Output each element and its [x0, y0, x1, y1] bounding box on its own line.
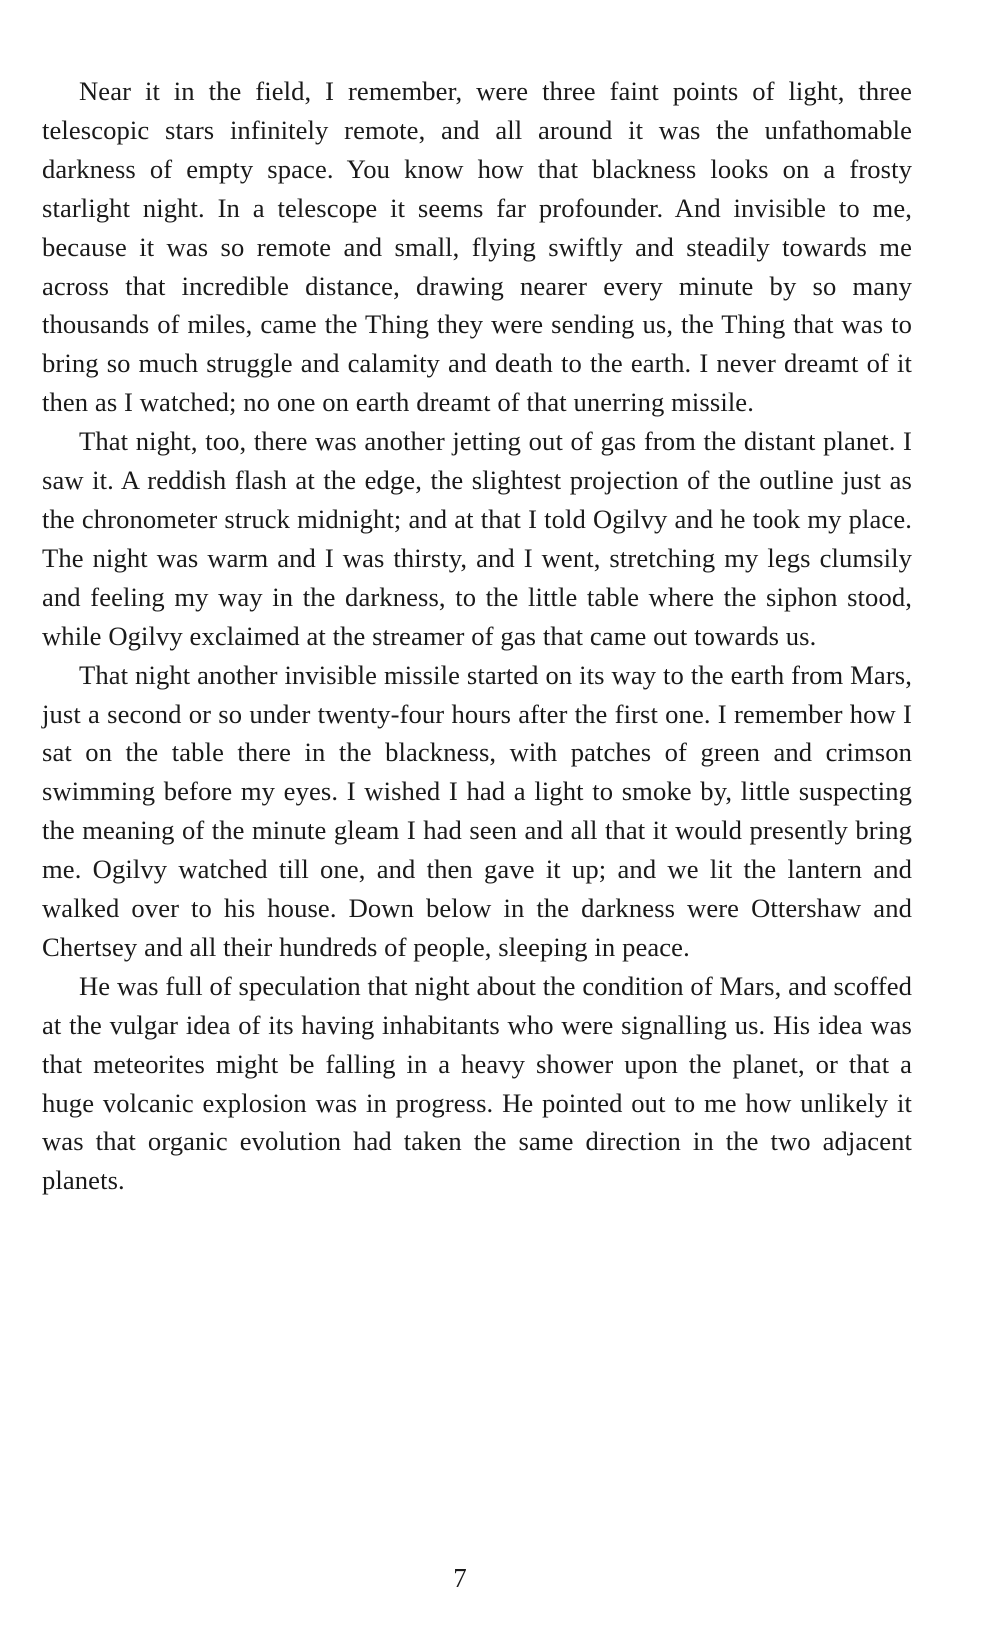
- paragraph-2: That night, too, there was another jetting out of gas from the distant planet. I saw it. A reddish flash at the edge, the slightest projection of the outline just as the chronometer struck midnight; and at that I told Ogilvy and he took my place. The night was warm and I was thirsty, and I went, stretching my legs clumsily and feeling my way in the darkness, to the little table where the siphon stood, while Ogilvy exclaimed at the streamer of gas that came out towards us.: [42, 426, 912, 651]
- paragraph-4: He was full of speculation that night about the condition of Mars, and scoffed at the vulgar idea of its having inhabitants who were signalling us. His idea was that meteorites might be falling in a heavy shower upon the planet, or that a huge volcanic explosion was in progress. He pointed out to me how unlikely it was that organic evolution had taken the same direction in the two adjacent planets.: [42, 970, 912, 1196]
- body-text: [42, 72, 912, 1200]
- paragraph-1: Near it in the field, I remember, were three faint points of light, three telescopic stars infinitely remote, and all around it was the unfathomable darkness of empty space. You know how that blackness looks on a frosty starlight night. In a telescope it seems far profounder. And invisible to me, because it was so remote and small, flying swiftly and steadily towards me across that incredible distance, drawing nearer every minute by so many thousands of miles, came the Thing they were sending us, the Thing that was to bring so much struggle and calamity and death to the earth. I never dreamt of it then as I watched; no one on earth dreamt of that unerring missile.: [42, 76, 912, 418]
- paragraph-3: That night another invisible missile started on its way to the earth from Mars, just a second or so under twenty-four hours after the first one. I remember how I sat on the table there in the blackness, with patches of green and crimson swimming before my eyes. I wished I had a light to smoke by, little suspecting the meaning of the minute gleam I had seen and all that it would presently bring me. Ogilvy watched till one, and then gave it up; and we lit the lantern and walked over to his house. Down below in the darkness were Ottershaw and Chertsey and all their hundreds of people, sleeping in peace.: [42, 659, 912, 962]
- page-number: 7: [453, 1563, 467, 1593]
